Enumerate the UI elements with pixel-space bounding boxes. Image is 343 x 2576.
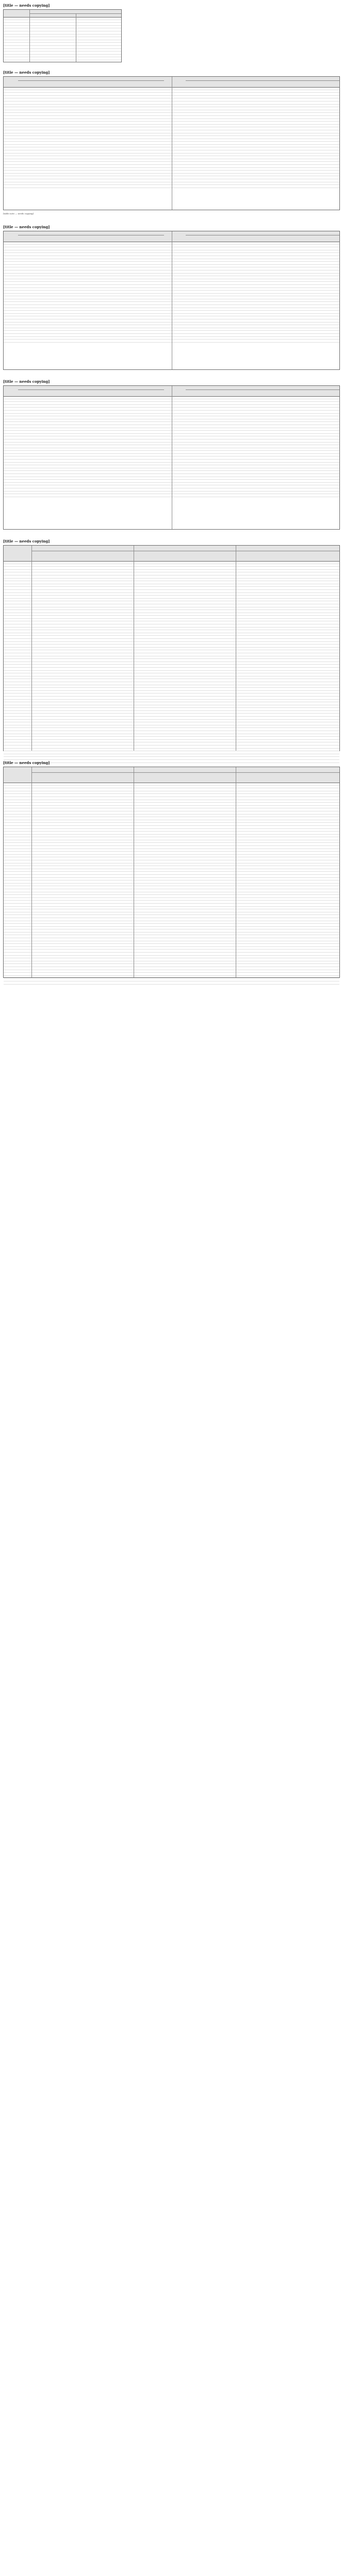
table-5-body (4, 561, 339, 763)
table-1-block (3, 3, 340, 64)
table-6-body (4, 783, 339, 985)
table-5-header (4, 546, 339, 562)
table-row (4, 57, 121, 60)
table-2-caption: [title — needs copying] (3, 70, 50, 75)
table-5-caption: [title — needs copying] (3, 539, 50, 544)
table-3-header (4, 231, 339, 242)
table-3-caption: [title — needs copying] (3, 225, 50, 229)
table-1-header (4, 10, 121, 18)
table-2 (3, 76, 340, 210)
table-1-body (4, 17, 121, 60)
table-4-caption: [title — needs copying] (3, 379, 50, 384)
table-3 (3, 231, 340, 370)
table-1-caption: [title — needs copying] (3, 3, 50, 8)
table-5 (3, 545, 340, 751)
table-4 (3, 385, 340, 530)
table-2-note: [table note — needs copying] (3, 212, 34, 215)
table-6 (3, 767, 340, 978)
table-4-header (4, 386, 339, 397)
table-2-block (3, 70, 340, 219)
table-2-header (4, 77, 339, 88)
table-1 (3, 9, 122, 62)
table-6-block (3, 760, 340, 982)
table-6-caption: [title — needs copying] (3, 760, 50, 765)
table-3-block (3, 225, 340, 374)
table-5-block (3, 539, 340, 755)
table-6-header (4, 767, 339, 783)
table-4-block (3, 379, 340, 534)
table-row (4, 981, 339, 985)
